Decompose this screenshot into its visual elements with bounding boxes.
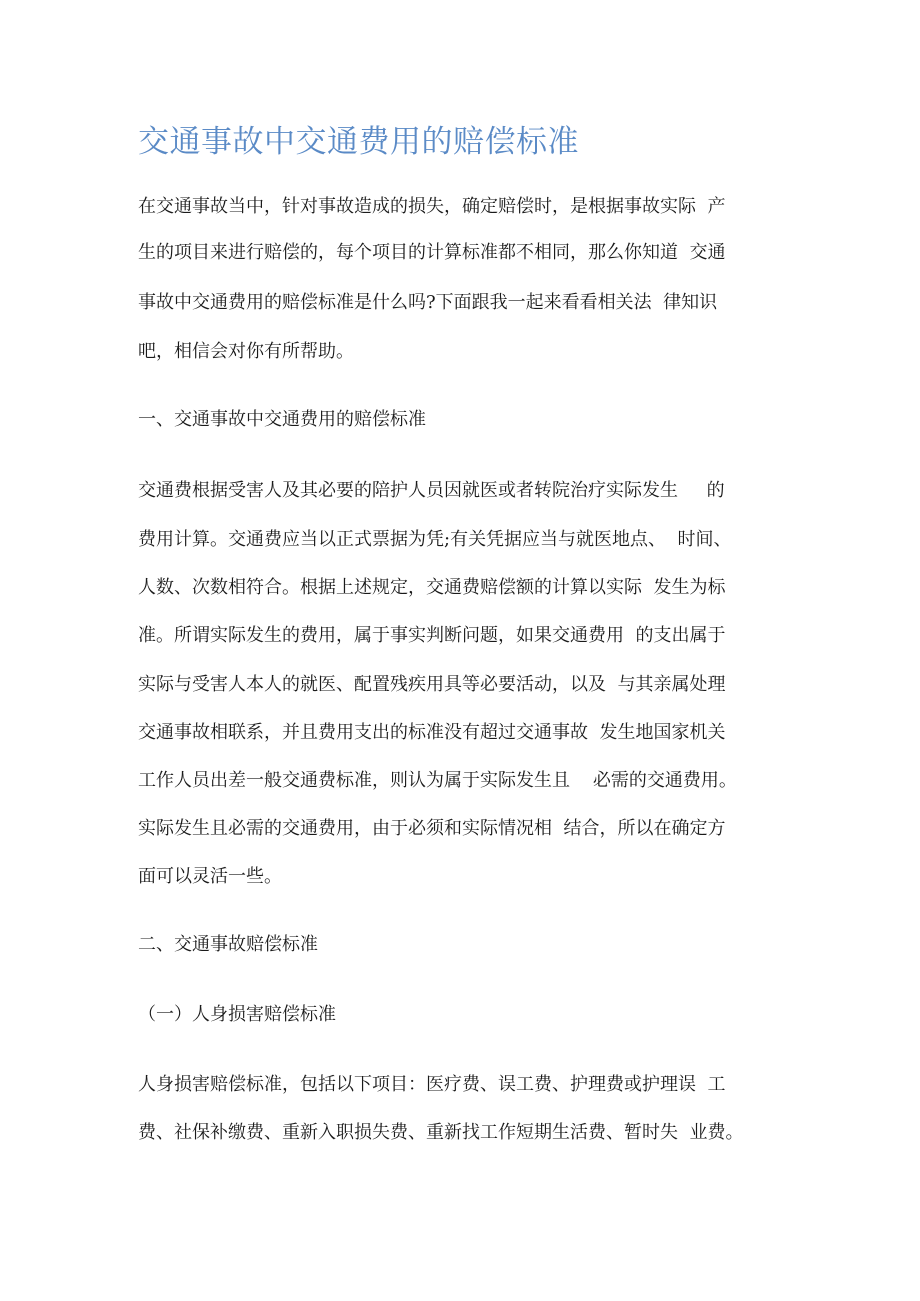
paragraph-line: 实际与受害人本人的就医、配置残疾用具等必要活动，以及 与其亲属处理: [138, 674, 726, 695]
section-heading: 一、交通事故中交通费用的赔偿标准: [138, 409, 426, 430]
paragraph-line: 交通事故相联系，并且费用支出的标准没有超过交通事故 发生地国家机关: [138, 722, 726, 743]
paragraph-line: 交通费根据受害人及其必要的陪护人员因就医或者转院治疗实际发生 的: [138, 480, 725, 501]
paragraph-line: 面可以灵活一些。: [138, 866, 282, 887]
section-heading: 二、交通事故赔偿标准: [138, 934, 318, 955]
paragraph-line: 实际发生且必需的交通费用，由于必须和实际情况相 结合，所以在确定方: [138, 818, 726, 839]
paragraph-line: 费、社保补缴费、重新入职损失费、重新找工作短期生活费、暂时失 业费。: [138, 1122, 744, 1143]
intro-line: 事故中交通费用的赔偿标准是什么吗?下面跟我一起来看看相关法 律知识: [138, 292, 718, 313]
subsection-heading: （一）人身损害赔偿标准: [138, 1004, 336, 1025]
document-title: 交通事故中交通费用的赔偿标准: [138, 124, 579, 160]
paragraph-line: 人身损害赔偿标准，包括以下项目：医疗费、误工费、护理费或护理误 工: [138, 1074, 726, 1095]
intro-line: 吧，相信会对你有所帮助。: [138, 341, 354, 362]
paragraph-line: 工作人员出差一般交通费标准，则认为属于实际发生且 必需的交通费用。: [138, 770, 737, 791]
intro-line: 生的项目来进行赔偿的，每个项目的计算标准都不相同，那么你知道 交通: [138, 242, 726, 263]
paragraph-line: 准。所谓实际发生的费用，属于事实判断问题，如果交通费用 的支出属于: [138, 625, 726, 646]
paragraph-line: 费用计算。交通费应当以正式票据为凭;有关凭据应当与就医地点、 时间、: [138, 529, 732, 550]
intro-line: 在交通事故当中，针对事故造成的损失，确定赔偿时，是根据事故实际 产: [138, 196, 726, 217]
paragraph-line: 人数、次数相符合。根据上述规定，交通费赔偿额的计算以实际 发生为标: [138, 577, 726, 598]
